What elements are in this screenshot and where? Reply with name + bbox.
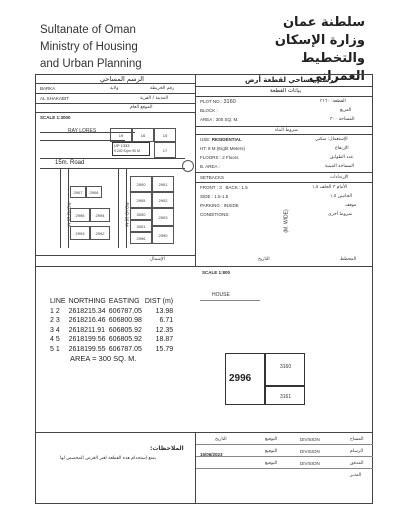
left-title: الرسم المساحي — [100, 75, 144, 83]
table-row: 1 2 2618215.34 606787.05 13.98 — [50, 307, 174, 315]
parking-row: PARKING : INSIDE — [200, 203, 239, 208]
header-line-2: Ministry of Housing — [40, 41, 138, 53]
barea-label: B. AREA : — [200, 164, 220, 169]
map-cell: 2902 — [152, 192, 174, 208]
division-2: DIVISION — [300, 449, 320, 454]
map-cell: 19 — [110, 128, 132, 142]
map-cell: 2993 — [70, 226, 90, 240]
conditions-other-ar: شروط أخرى — [328, 212, 353, 217]
map-cell: 2907 — [70, 186, 86, 198]
sign-label-1: التوقيع — [265, 437, 278, 442]
side-row: SIDE : 1.5-1.5 — [200, 194, 229, 199]
block-ar: المربع — [340, 108, 352, 113]
side-ar: الجانبين ١,٥ — [330, 194, 352, 199]
plot-no-value: 3160 — [223, 99, 236, 105]
use-row: USE: RESIDENTIAL — [200, 137, 242, 142]
front-ar: الأمام ٣ الخلف ١,٥ — [312, 185, 348, 190]
floors-ar: عدد الطوابق — [330, 155, 354, 160]
detail-scale: SCALE 1:800 — [202, 270, 231, 275]
barea-ar: المساحة المبنية — [325, 164, 354, 169]
coords-header: LINE NORTHING EASTING DIST (m) — [50, 298, 174, 305]
plot-data-heading: بيانات القطعة — [270, 88, 302, 94]
floors-row: FLOORS : 2 Floors — [200, 155, 239, 160]
sign-label-2: التوقيع — [265, 449, 278, 454]
village-en: AL SHAKABIT — [40, 96, 69, 101]
table-row: 2 3 2618216.46 606800.98 6.71 — [50, 317, 174, 324]
region-en: BARKA — [40, 86, 56, 91]
plot-no-row: PLOT NO.: 3160 — [200, 99, 236, 105]
area-total: AREA = 300 SQ. M. — [70, 354, 137, 363]
header-line-1: Sultanate of Oman — [40, 24, 136, 36]
village-ar: المدينة / القرية — [140, 96, 169, 101]
plot-no-ar: القطعة: ٣١٦٠ — [320, 99, 346, 104]
notes-label: الملاحظات: — [150, 445, 184, 452]
notes-line: يمنع استخدام هذه القطعة لغير الغرض المخصص لها — [60, 456, 157, 461]
date-stamp: 15/06/2023 — [200, 452, 223, 457]
table-row: 4 5 2618199.56 606805.92 18.87 — [50, 336, 174, 343]
location-ar: الموقع العام — [130, 105, 153, 110]
map-cell: 15 — [154, 128, 176, 142]
road-vertical-1: ROAD 15 M — [66, 202, 72, 227]
front-back-row: FRONT : 3 BACK : 1.5 — [200, 185, 248, 190]
header-ar-line-1: سلطنة عمان — [282, 15, 365, 30]
map-cell: 3001 — [130, 220, 152, 232]
conditions-heading: شروط البناء — [275, 128, 298, 133]
road-width-label: (M. WIDE) — [283, 209, 290, 233]
map-cell: 2992 — [90, 226, 110, 240]
ht-ar: الإرتفاع — [335, 146, 349, 151]
road-vertical-2: ROAD 15 M — [124, 202, 130, 227]
map-cell: 2996 — [130, 232, 152, 244]
road-top-label: RAY LORES — [68, 128, 97, 134]
map-cell: 2990 — [152, 226, 174, 244]
header-ar-line-2: وزارة الإسكان — [274, 33, 365, 48]
conditions-label: CONDITIONS: — [200, 212, 230, 217]
surveyor-label: المساح — [350, 437, 364, 442]
north-label: الإشمال — [150, 257, 165, 262]
plot-3161-label: 3161 — [280, 394, 292, 400]
map-cell: 2906 — [86, 186, 102, 198]
table-row: 5 1 2618199.55 606787.05 15.79 — [50, 345, 174, 353]
drafter-label: الرسام — [350, 449, 364, 454]
sign-label-3: التوقيع — [265, 461, 278, 466]
right-title: رسم مساحي لقطعة أرض — [245, 76, 334, 84]
director-label: المدير — [350, 473, 362, 478]
division-1: DIVISION — [300, 437, 320, 442]
map-cell: 2994 — [90, 208, 110, 222]
map-cell: 16 — [132, 128, 154, 142]
header-ar-line-3: والتخطيط العمراني — [301, 51, 365, 84]
road-mid-label: 15m. Road — [55, 160, 85, 166]
region-ar: رقم الخريطة — [150, 86, 175, 91]
map-cell: 2901 — [152, 176, 174, 192]
block-label: BLOCK : — [200, 108, 218, 113]
map-cell: 2900 — [130, 176, 152, 192]
header-line-3: and Urban Planning — [40, 58, 142, 70]
map-cell: 2905 — [130, 192, 152, 208]
use-ar: الإستعمال: سكني — [315, 137, 348, 142]
house-label: HOUSE — [212, 292, 230, 298]
north-arrow-icon — [182, 160, 194, 172]
header-english — [40, 22, 220, 73]
map-cell: 17 — [154, 142, 176, 158]
division-3: DIVISION — [300, 461, 320, 466]
map-cell: 3000 — [130, 208, 152, 220]
setbacks-label: SETBACKS — [200, 175, 225, 180]
area-ar: المساحة ٣٠٠ — [330, 117, 355, 122]
date-label-1: التاريخ — [215, 437, 227, 442]
area-row: AREA : 300 SQ. M. — [200, 117, 239, 122]
setbacks-ar: الإرتدادات — [330, 175, 349, 180]
column-divider — [195, 74, 196, 266]
plot-3160-label: 3160 — [280, 364, 292, 370]
map-cell: 2995 — [70, 208, 90, 222]
coordinate-table — [50, 297, 176, 364]
date-ar: التاريخ — [258, 257, 270, 262]
plot-2996-label: 2996 — [229, 373, 252, 384]
checker-label: المدقق — [350, 461, 364, 466]
table-row: 3 4 2618211.91 606805.92 12.35 — [50, 326, 174, 334]
left-scale: SCALE 1:3000 — [40, 115, 71, 120]
ht-row: HT: 8 M (Eight Meters) — [200, 146, 246, 151]
map-cell: 2903 — [152, 208, 174, 226]
map-boxed-plot: UP 1333 9.240 Sq.m 90 M — [112, 142, 150, 156]
area-value: 300 SQ. M. — [215, 117, 239, 122]
wilayat-ar: ولاية — [110, 86, 119, 91]
plan-ar: المخطط — [340, 257, 357, 262]
parking-ar: موقف — [345, 203, 357, 208]
